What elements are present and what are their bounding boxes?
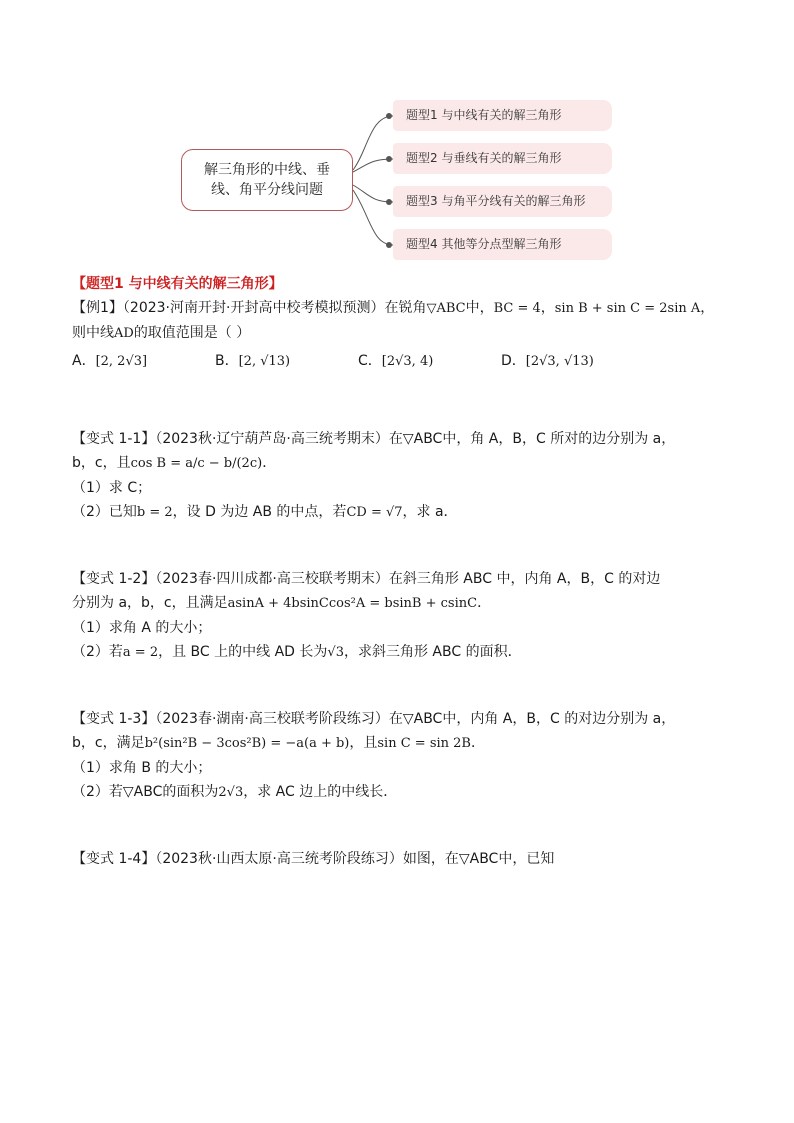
mindmap-branch-4: 题型4 其他等分点型解三角形 bbox=[393, 229, 612, 260]
connector-dot-2 bbox=[386, 156, 392, 162]
variant-1-4-line-1 bbox=[72, 847, 732, 871]
option-d-value: [2√3, √13) bbox=[525, 354, 594, 369]
variant-1-3-q2 bbox=[72, 780, 732, 805]
variant-1-3-text2b: ，且 bbox=[349, 735, 378, 751]
option-a-label: A． bbox=[72, 353, 96, 369]
variant-1-1-source: （2023秋·辽宁葫芦岛·高三统考期末） bbox=[155, 431, 389, 447]
example-1-line2-b: 的取值范围是（ ） bbox=[133, 325, 251, 341]
option-d-label: D． bbox=[501, 353, 526, 369]
variant-1-1-q2d: CD = √7 bbox=[346, 505, 403, 520]
variant-1-2 bbox=[72, 567, 732, 665]
example-1-line-2 bbox=[72, 321, 732, 346]
variant-1-1-q2b: b = 2 bbox=[136, 505, 173, 520]
example-1-line2-a: 则中线 bbox=[72, 325, 114, 341]
variant-1-1-formula: cos B = a/c − b/(2c) bbox=[130, 456, 263, 471]
variant-1-2-q2d: √3 bbox=[327, 645, 344, 660]
variant-1-2-q2 bbox=[72, 640, 732, 665]
variant-1-3-q2c: ，求 AC 边上的中线长． bbox=[243, 784, 398, 800]
variant-1-1-q2a: （2）已知 bbox=[72, 504, 137, 520]
variant-1-2-formula: asinA + 4bsinCcos²A = bsinB + csinC bbox=[227, 596, 478, 611]
variant-1-2-q2c: ，且 BC 上的中线 AD 长为 bbox=[158, 644, 328, 660]
connector-dot-3 bbox=[386, 199, 392, 205]
variant-1-1-line-1 bbox=[72, 427, 732, 451]
example-1-tag: 【例1】 bbox=[72, 300, 123, 316]
option-d[interactable] bbox=[501, 348, 644, 375]
option-a-value: [2, 2√3] bbox=[95, 354, 148, 369]
variant-1-4 bbox=[72, 847, 732, 871]
variant-1-1-q2e: ，求 a． bbox=[402, 504, 458, 520]
variant-1-1-q1: （1）求 C； bbox=[72, 480, 152, 496]
variant-1-1-line-2 bbox=[72, 451, 732, 476]
given-bc: BC = 4 bbox=[493, 301, 541, 316]
variant-1-3-q1: （1）求角 B 的大小； bbox=[72, 760, 212, 776]
example-1-end: ， bbox=[700, 300, 715, 316]
variant-1-2-q2a: （2）若 bbox=[72, 644, 123, 660]
variant-1-3-q2a: （2）若▽ABC的面积为 bbox=[72, 784, 219, 800]
document-body bbox=[72, 272, 732, 871]
variant-1-3-q2b: 2√3 bbox=[218, 785, 244, 800]
option-b[interactable] bbox=[215, 348, 358, 375]
mindmap-branch-2: 题型2 与垂线有关的解三角形 bbox=[393, 143, 612, 174]
variant-1-4-text1: 如图，在▽ABC中，已知 bbox=[402, 851, 555, 867]
variant-1-3-text1: 在▽ABC中，内角 A，B，C 的对边分别为 a， bbox=[388, 711, 676, 727]
variant-1-1-text2: b，c，且 bbox=[72, 455, 131, 471]
variant-1-3 bbox=[72, 707, 732, 805]
mindmap-branch-3: 题型3 与角平分线有关的解三角形 bbox=[393, 186, 612, 217]
connector-dot-1 bbox=[386, 113, 392, 119]
variant-1-1-text2-end: ． bbox=[262, 455, 277, 471]
variant-1-2-source: （2023春·四川成都·高三校联考期末） bbox=[155, 571, 389, 587]
example-1-text: 在锐角 bbox=[384, 300, 427, 316]
variant-1-1-q2 bbox=[72, 500, 732, 525]
option-c-value: [2√3, 4) bbox=[381, 354, 434, 369]
option-c-label: C． bbox=[358, 353, 382, 369]
variant-1-3-text2-end: ． bbox=[471, 735, 485, 751]
example-1 bbox=[72, 296, 732, 375]
option-b-label: B． bbox=[215, 353, 239, 369]
variant-1-1 bbox=[72, 427, 732, 525]
mindmap-center-label: 解三角形的中线、垂线、角平分线问题 bbox=[204, 162, 330, 198]
example-1-source: （2023·河南开封·开封高中校考模拟预测） bbox=[122, 300, 385, 316]
variant-1-2-line-2 bbox=[72, 591, 732, 616]
option-b-value: [2, √13) bbox=[238, 354, 291, 369]
mindmap-center-node bbox=[181, 149, 353, 211]
variant-1-3-tag: 【变式 1-3】 bbox=[72, 711, 156, 727]
variant-1-3-formula2: sin C = sin 2B bbox=[377, 736, 471, 751]
variant-1-3-formula: b²(sin²B − 3cos²B) = −a(a + b) bbox=[144, 736, 350, 751]
example-1-text-b: 中， bbox=[465, 300, 494, 316]
variant-1-1-q2c: ，设 D 为边 AB 的中点，若 bbox=[172, 504, 347, 520]
variant-1-2-line-1 bbox=[72, 567, 732, 591]
variant-1-1-text1: 在▽ABC中，角 A，B，C 所对的边分别为 a， bbox=[388, 431, 676, 447]
answer-options bbox=[72, 348, 732, 375]
variant-1-2-text2-end: ． bbox=[477, 595, 492, 611]
connector-dot-4 bbox=[386, 242, 392, 248]
variant-1-4-source: （2023秋·山西太原·高三统考阶段练习） bbox=[155, 851, 403, 867]
option-a[interactable] bbox=[72, 348, 215, 375]
variant-1-2-q1: （1）求角 A 的大小； bbox=[72, 620, 212, 636]
triangle-abc: ▽ABC bbox=[426, 301, 466, 316]
variant-1-4-tag: 【变式 1-4】 bbox=[72, 851, 156, 867]
option-c[interactable] bbox=[358, 348, 501, 375]
mindmap-branch-1: 题型1 与中线有关的解三角形 bbox=[393, 100, 612, 131]
variant-1-2-text2a: 分别为 a，b，c，且满足 bbox=[72, 595, 228, 611]
variant-1-1-tag: 【变式 1-1】 bbox=[72, 431, 156, 447]
variant-1-3-line-2 bbox=[72, 731, 732, 756]
section-title: 【题型1 与中线有关的解三角形】 bbox=[72, 276, 283, 292]
variant-1-2-q2b: a = 2 bbox=[122, 645, 159, 660]
variant-1-3-source: （2023春·湖南·高三校联考阶段练习） bbox=[155, 711, 389, 727]
example-1-line-1 bbox=[72, 296, 732, 321]
variant-1-2-q2e: ，求斜三角形 ABC 的面积． bbox=[343, 644, 522, 660]
variant-1-2-text1: 在斜三角形 ABC 中，内角 A，B，C 的对边 bbox=[388, 571, 661, 587]
given-sin: sin B + sin C = 2sin A bbox=[554, 301, 701, 316]
mind-map bbox=[0, 0, 794, 270]
example-1-sep: ， bbox=[540, 300, 555, 316]
variant-1-3-text2a: b，c，满足 bbox=[72, 735, 145, 751]
variant-1-3-line-1 bbox=[72, 707, 732, 731]
median-ad: AD bbox=[114, 326, 134, 341]
variant-1-2-tag: 【变式 1-2】 bbox=[72, 571, 156, 587]
